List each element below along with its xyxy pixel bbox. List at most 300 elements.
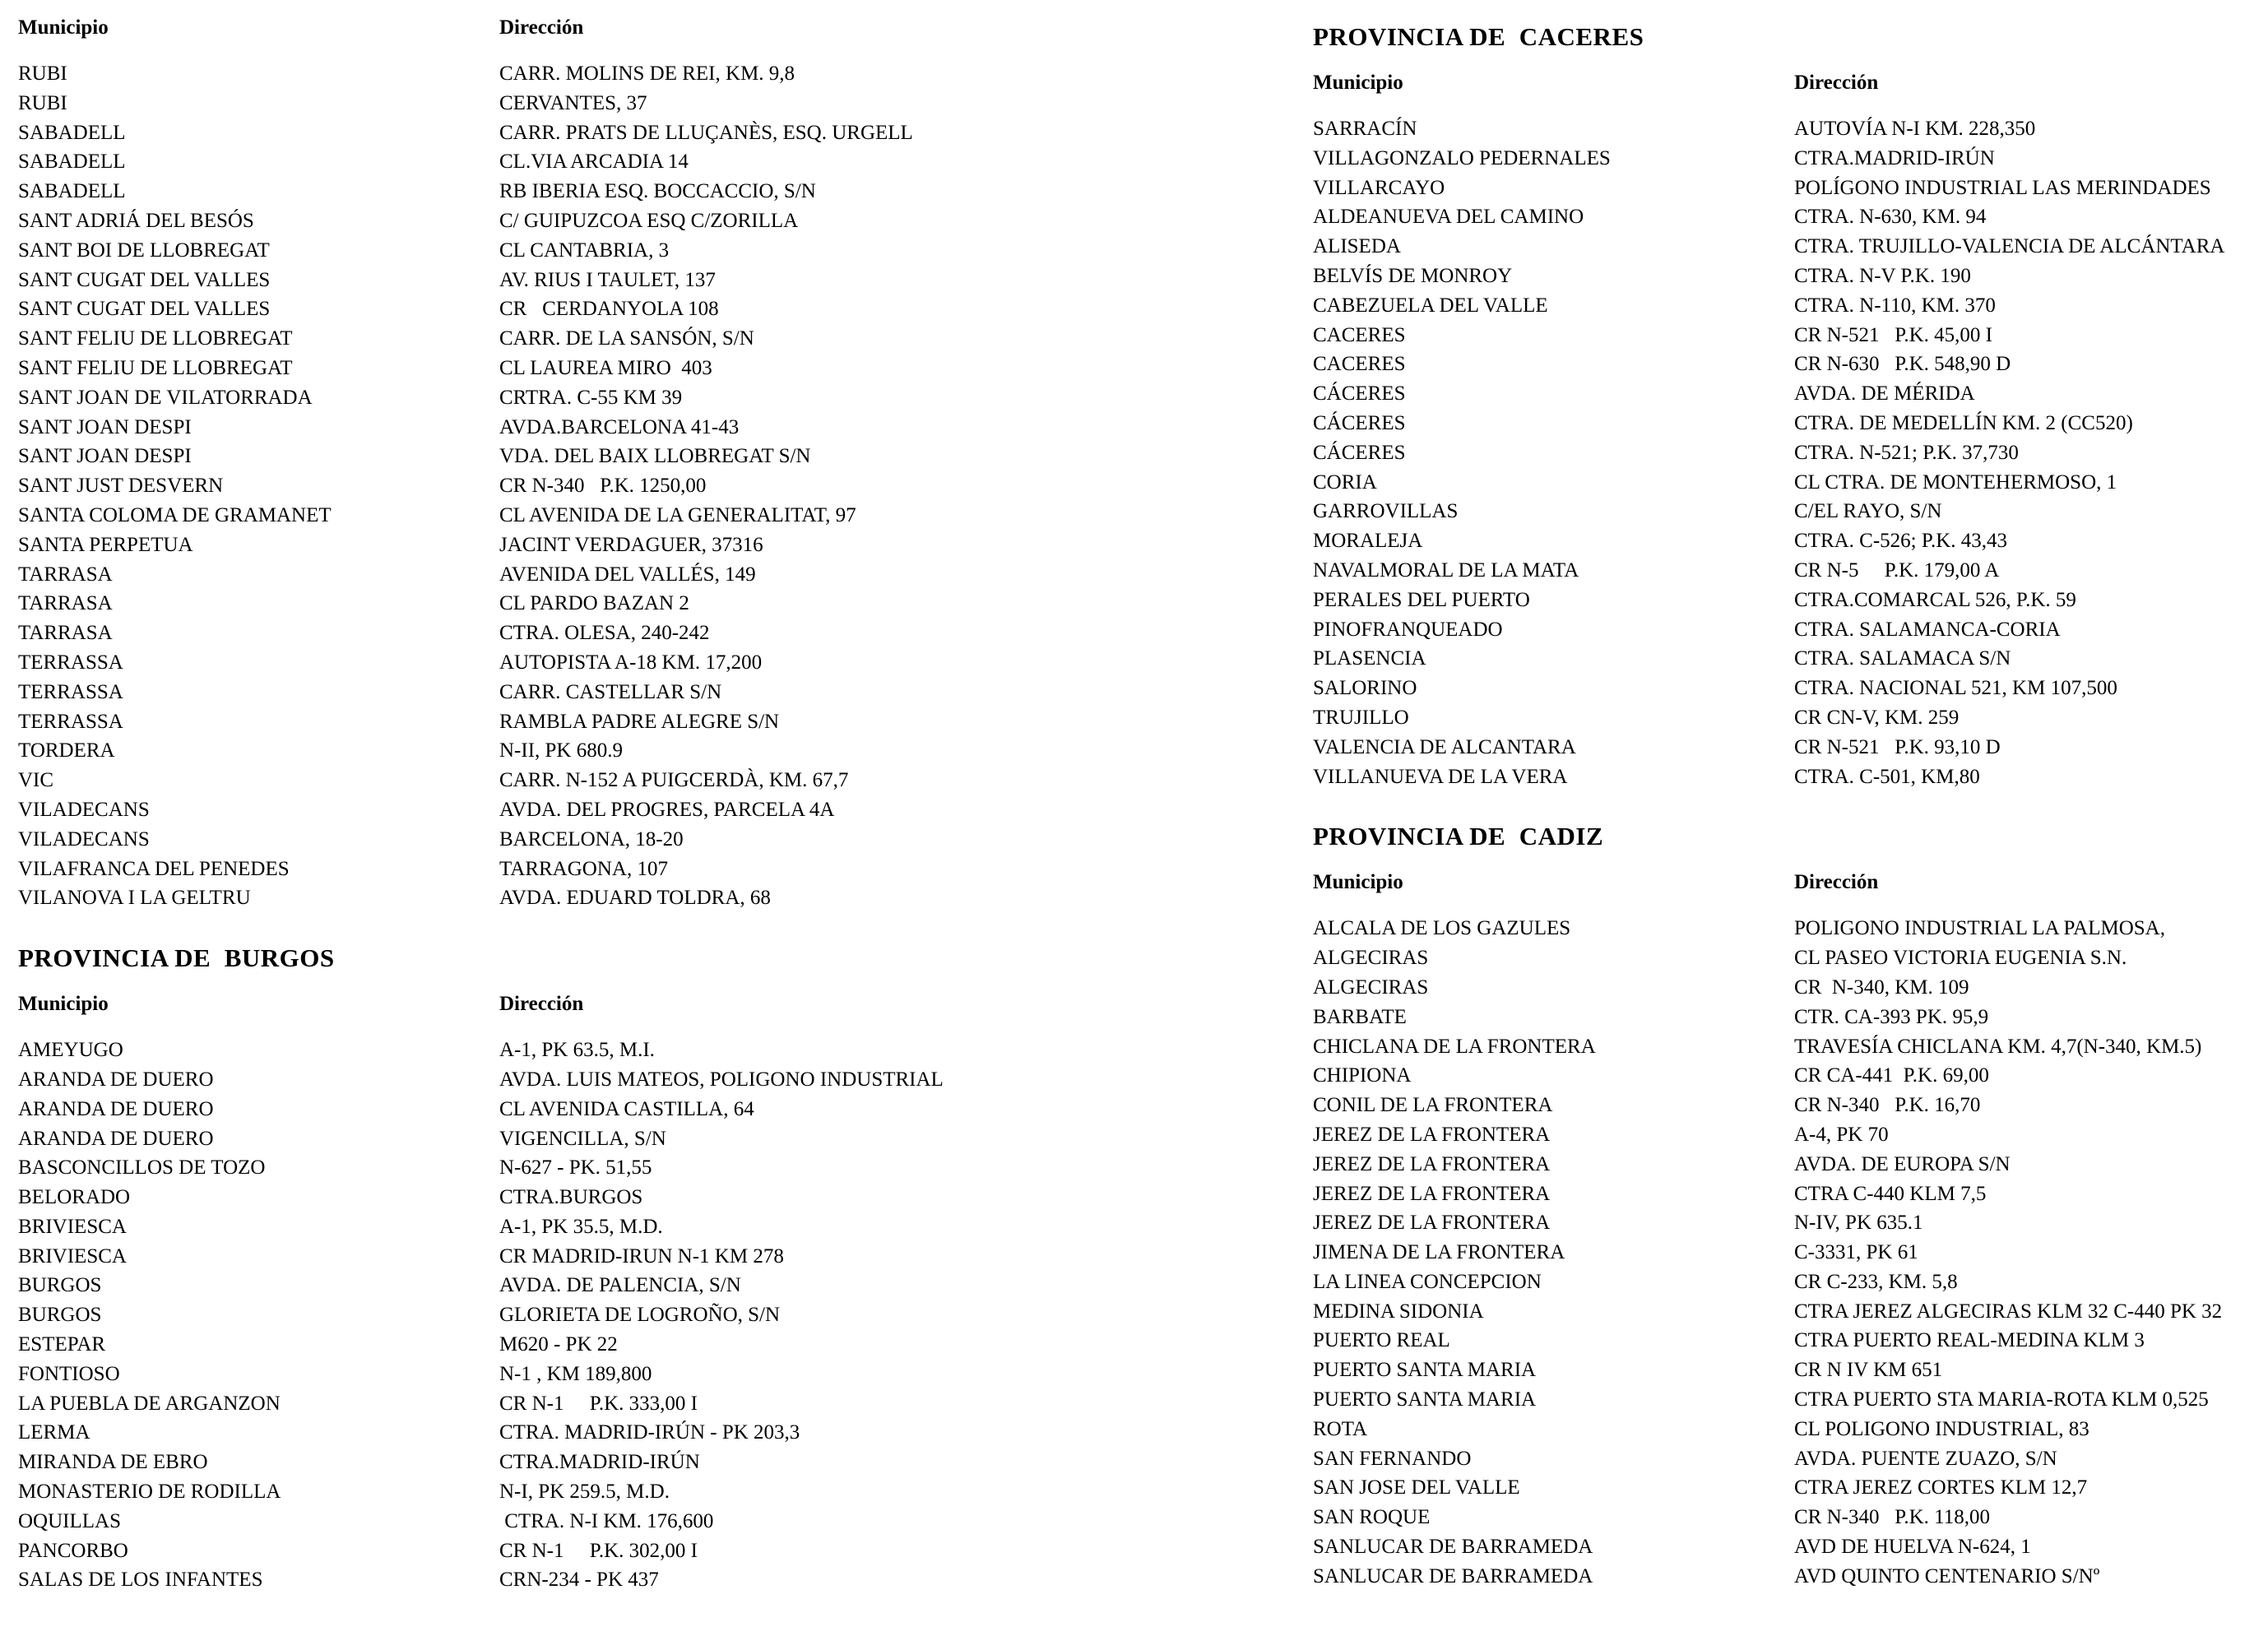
municipio-cell: VILADECANS xyxy=(18,827,150,850)
direccion-cell: CTRA.COMARCAL 526, P.K. 59 xyxy=(1794,588,2076,611)
municipio-cell: MEDINA SIDONIA xyxy=(1313,1300,1484,1323)
municipio-cell: ALGECIRAS xyxy=(1313,947,1429,970)
table-row xyxy=(18,1536,1203,1566)
table-row xyxy=(1313,1268,2259,1297)
municipio-cell: VILANOVA I LA GELTRU xyxy=(18,887,251,910)
municipio-cell: JEREZ DE LA FRONTERA xyxy=(1313,1152,1551,1175)
table-row xyxy=(18,1036,1203,1065)
direccion-cell: CR N-5 P.K. 179,00 A xyxy=(1794,558,2000,582)
section-title-cadiz: PROVINCIA DE CADIZ xyxy=(1313,822,1604,851)
table-header xyxy=(18,13,1203,43)
table-row xyxy=(18,1565,1203,1595)
direccion-cell: A-1, PK 63.5, M.I. xyxy=(499,1039,655,1062)
municipio-cell: SANTA PERPETUA xyxy=(18,533,193,556)
table-row xyxy=(18,1477,1203,1507)
table-row xyxy=(1313,1061,2259,1091)
table-row xyxy=(18,1507,1203,1536)
direccion-cell: AVD QUINTO CENTENARIO S/Nº xyxy=(1794,1564,2100,1587)
table-row xyxy=(1313,232,2259,262)
direccion-cell: N-627 - PK. 51,55 xyxy=(499,1156,652,1179)
municipio-cell: MONASTERIO DE RODILLA xyxy=(18,1481,281,1504)
municipio-cell: SANT BOI DE LLOBREGAT xyxy=(18,239,270,262)
table-row xyxy=(1313,497,2259,526)
rows-burgos xyxy=(18,1036,1203,1595)
table-row xyxy=(1313,1532,2259,1562)
table-row xyxy=(1313,202,2259,232)
direccion-cell: CTRA. N-630, KM. 94 xyxy=(1794,206,1987,229)
table-row xyxy=(18,883,1203,913)
municipio-cell: VILLAGONZALO PEDERNALES xyxy=(1313,146,1611,169)
table-row xyxy=(1313,1503,2259,1532)
header-municipio: Municipio xyxy=(1313,72,1403,94)
municipio-cell: VIC xyxy=(18,769,54,792)
table-row xyxy=(18,589,1203,619)
municipio-cell: JEREZ DE LA FRONTERA xyxy=(1313,1182,1551,1205)
direccion-cell: CR N-340 P.K. 16,70 xyxy=(1794,1094,1981,1117)
direccion-cell: AV. RIUS I TAULET, 137 xyxy=(499,268,716,291)
table-row xyxy=(18,1183,1203,1212)
direccion-cell: C-3331, PK 61 xyxy=(1794,1241,1918,1264)
table-row xyxy=(18,147,1203,177)
direccion-cell: CTRA. C-501, KM,80 xyxy=(1794,765,1980,788)
section-cadiz xyxy=(1313,822,2259,1591)
direccion-cell: CR C-233, KM. 5,8 xyxy=(1794,1270,1958,1293)
direccion-cell: CL POLIGONO INDUSTRIAL, 83 xyxy=(1794,1417,2089,1440)
direccion-cell: CL CANTABRIA, 3 xyxy=(499,239,670,262)
municipio-cell: VILLARCAYO xyxy=(1313,176,1445,199)
table-row xyxy=(1313,291,2259,321)
direccion-cell: CTRA.BURGOS xyxy=(499,1186,643,1209)
table-row xyxy=(18,619,1203,648)
table-row xyxy=(18,1095,1203,1124)
direccion-cell: CRTRA. C-55 KM 39 xyxy=(499,386,683,409)
table-row xyxy=(1313,1003,2259,1032)
direccion-cell: CTRA. C-526; P.K. 43,43 xyxy=(1794,530,2008,553)
table-row xyxy=(1313,144,2259,174)
municipio-cell: SAN ROQUE xyxy=(1313,1506,1431,1529)
municipio-cell: CONIL DE LA FRONTERA xyxy=(1313,1094,1553,1117)
municipio-cell: TERRASSA xyxy=(18,710,123,733)
municipio-cell: PLASENCIA xyxy=(1313,647,1426,670)
table-row xyxy=(18,736,1203,766)
direccion-cell: POLÍGONO INDUSTRIAL LAS MERINDADES xyxy=(1794,176,2211,199)
municipio-cell: JIMENA DE LA FRONTERA xyxy=(1313,1241,1565,1264)
direccion-cell: RB IBERIA ESQ. BOCCACCIO, S/N xyxy=(499,180,816,203)
municipio-cell: SANT JOAN DESPI xyxy=(18,445,192,468)
municipio-cell: MIRANDA DE EBRO xyxy=(18,1451,208,1474)
municipio-cell: ALGECIRAS xyxy=(1313,976,1429,999)
municipio-cell: SANT JUST DESVERN xyxy=(18,475,224,498)
direccion-cell: CTRA. N-V P.K. 190 xyxy=(1794,264,1971,287)
table-row xyxy=(1313,1120,2259,1150)
section-continued xyxy=(18,13,1203,913)
direccion-cell: CTRA JEREZ CORTES KLM 12,7 xyxy=(1794,1476,2088,1499)
municipio-cell: BARBATE xyxy=(1313,1005,1407,1028)
section-title-burgos: PROVINCIA DE BURGOS xyxy=(18,943,335,973)
municipio-cell: LA PUEBLA DE ARGANZON xyxy=(18,1392,281,1415)
header-direccion: Dirección xyxy=(1794,871,1879,894)
table-row xyxy=(18,1448,1203,1477)
table-row xyxy=(18,1418,1203,1448)
municipio-cell: BELORADO xyxy=(18,1186,131,1209)
direccion-cell: CRN-234 - PK 437 xyxy=(499,1569,659,1592)
header-municipio: Municipio xyxy=(1313,871,1403,894)
table-row xyxy=(18,795,1203,825)
direccion-cell: CTRA. NACIONAL 521, KM 107,500 xyxy=(1794,677,2117,700)
table-row xyxy=(1313,379,2259,409)
municipio-cell: SAN FERNANDO xyxy=(1313,1447,1472,1470)
table-row xyxy=(18,59,1203,89)
direccion-cell: AVDA. DE EUROPA S/N xyxy=(1794,1152,2011,1175)
table-row xyxy=(18,1065,1203,1095)
direccion-cell: CARR. CASTELLAR S/N xyxy=(499,680,722,703)
direccion-cell: TRAVESÍA CHICLANA KM. 4,7(N-340, KM.5) xyxy=(1794,1035,2202,1058)
table-row xyxy=(18,855,1203,884)
rows-continued xyxy=(18,59,1203,913)
direccion-cell: JACINT VERDAGUER, 37316 xyxy=(499,533,763,556)
table-row xyxy=(18,266,1203,295)
direccion-cell: AVDA. LUIS MATEOS, POLIGONO INDUSTRIAL xyxy=(499,1068,944,1091)
rows-caceres xyxy=(1313,114,2259,791)
municipio-cell: SABADELL xyxy=(18,180,126,203)
table-row xyxy=(18,1212,1203,1242)
direccion-cell: CR N-630 P.K. 548,90 D xyxy=(1794,353,2011,376)
municipio-cell: TRUJILLO xyxy=(1313,706,1409,729)
table-row xyxy=(18,442,1203,471)
municipio-cell: MORALEJA xyxy=(1313,530,1423,553)
municipio-cell: PUERTO SANTA MARIA xyxy=(1313,1388,1537,1411)
table-row xyxy=(18,678,1203,707)
table-row xyxy=(18,707,1203,737)
municipio-cell: AMEYUGO xyxy=(18,1039,123,1062)
direccion-cell: CTRA. MADRID-IRÚN - PK 203,3 xyxy=(499,1421,800,1444)
municipio-cell: CÁCERES xyxy=(1313,411,1406,434)
table-row xyxy=(18,531,1203,560)
direccion-cell: N-1 , KM 189,800 xyxy=(499,1362,652,1385)
direccion-cell: CR MADRID-IRUN N-1 KM 278 xyxy=(499,1244,784,1268)
municipio-cell: VILADECANS xyxy=(18,798,150,821)
table-row xyxy=(18,1124,1203,1154)
direccion-cell: CTRA. N-I KM. 176,600 xyxy=(499,1509,714,1532)
municipio-cell: ARANDA DE DUERO xyxy=(18,1068,214,1091)
municipio-cell: BURGOS xyxy=(18,1274,102,1297)
municipio-cell: ARANDA DE DUERO xyxy=(18,1097,214,1120)
municipio-cell: PUERTO REAL xyxy=(1313,1329,1450,1352)
table-row xyxy=(1313,703,2259,733)
municipio-cell: CÁCERES xyxy=(1313,382,1406,406)
table-row xyxy=(1313,1238,2259,1268)
municipio-cell: CACERES xyxy=(1313,323,1406,346)
table-row xyxy=(1313,644,2259,674)
direccion-cell: CR N-1 P.K. 333,00 I xyxy=(499,1392,698,1415)
table-row xyxy=(1313,1356,2259,1385)
municipio-cell: SAN JOSE DEL VALLE xyxy=(1313,1476,1520,1499)
direccion-cell: N-IV, PK 635.1 xyxy=(1794,1212,1923,1235)
municipio-cell: JEREZ DE LA FRONTERA xyxy=(1313,1123,1551,1146)
municipio-cell: SALORINO xyxy=(1313,677,1417,700)
direccion-cell: CTRA.MADRID-IRÚN xyxy=(1794,146,1995,169)
direccion-cell: CR N-521 P.K. 45,00 I xyxy=(1794,323,1992,346)
direccion-cell: CTRA C-440 KLM 7,5 xyxy=(1794,1182,1987,1205)
right-column xyxy=(1313,0,2259,1592)
section-caceres xyxy=(1313,22,2259,791)
municipio-cell: SANT JOAN DESPI xyxy=(18,415,192,438)
header-municipio: Municipio xyxy=(18,16,109,39)
table-row xyxy=(1313,1415,2259,1444)
direccion-cell: CR N-521 P.K. 93,10 D xyxy=(1794,735,2001,758)
table-row xyxy=(1313,914,2259,943)
table-row xyxy=(18,1360,1203,1389)
municipio-cell: LA LINEA CONCEPCION xyxy=(1313,1270,1542,1293)
table-row xyxy=(1313,321,2259,350)
municipio-cell: SABADELL xyxy=(18,151,126,174)
header-municipio: Municipio xyxy=(18,993,109,1016)
municipio-cell: SANT CUGAT DEL VALLES xyxy=(18,268,271,291)
municipio-cell: RUBI xyxy=(18,91,67,114)
direccion-cell: CL.VIA ARCADIA 14 xyxy=(499,151,689,174)
left-column xyxy=(18,0,1203,1595)
table-row xyxy=(1313,973,2259,1003)
direccion-cell: A-4, PK 70 xyxy=(1794,1123,1889,1146)
table-row xyxy=(18,413,1203,443)
direccion-cell: CTR. CA-393 PK. 95,9 xyxy=(1794,1005,1989,1028)
municipio-cell: CHIPIONA xyxy=(1313,1064,1412,1087)
table-row xyxy=(1313,1179,2259,1209)
table-header xyxy=(18,989,1203,1019)
table-row xyxy=(1313,943,2259,973)
direccion-cell: GLORIETA DE LOGROÑO, S/N xyxy=(499,1304,781,1327)
direccion-cell: CL LAUREA MIRO 403 xyxy=(499,356,712,379)
table-row xyxy=(1313,556,2259,586)
rows-cadiz xyxy=(1313,914,2259,1591)
municipio-cell: SANLUCAR DE BARRAMEDA xyxy=(1313,1564,1593,1587)
table-header xyxy=(1313,868,2259,897)
municipio-cell: TERRASSA xyxy=(18,651,123,674)
direccion-cell: CARR. PRATS DE LLUÇANÈS, ESQ. URGELL xyxy=(499,121,913,144)
direccion-cell: CL CTRA. DE MONTEHERMOSO, 1 xyxy=(1794,470,2117,494)
direccion-cell: VIGENCILLA, S/N xyxy=(499,1127,666,1150)
table-row xyxy=(18,177,1203,206)
table-row xyxy=(1313,114,2259,144)
direccion-cell: CR CERDANYOLA 108 xyxy=(499,298,719,321)
direccion-cell: CARR. N-152 A PUIGCERDÀ, KM. 67,7 xyxy=(499,769,849,792)
table-row xyxy=(18,354,1203,383)
table-row xyxy=(18,1389,1203,1419)
direccion-cell: M620 - PK 22 xyxy=(499,1333,618,1356)
direccion-cell: N-I, PK 259.5, M.D. xyxy=(499,1481,670,1504)
municipio-cell: PINOFRANQUEADO xyxy=(1313,618,1503,641)
municipio-cell: ALDEANUEVA DEL CAMINO xyxy=(1313,206,1584,229)
direccion-cell: AVD DE HUELVA N-624, 1 xyxy=(1794,1536,2031,1559)
header-direccion: Dirección xyxy=(499,993,584,1016)
municipio-cell: PERALES DEL PUERTO xyxy=(1313,588,1530,611)
table-row xyxy=(1313,438,2259,468)
table-row xyxy=(18,236,1203,266)
direccion-cell: AVDA. EDUARD TOLDRA, 68 xyxy=(499,887,771,910)
municipio-cell: CÁCERES xyxy=(1313,441,1406,464)
municipio-cell: RUBI xyxy=(18,63,67,85)
municipio-cell: BASCONCILLOS DE TOZO xyxy=(18,1156,266,1179)
table-row xyxy=(18,825,1203,855)
municipio-cell: ALCALA DE LOS GAZULES xyxy=(1313,917,1571,940)
municipio-cell: BELVÍS DE MONROY xyxy=(1313,264,1513,287)
direccion-cell: CTRA PUERTO STA MARIA-ROTA KLM 0,525 xyxy=(1794,1388,2209,1411)
municipio-cell: NAVALMORAL DE LA MATA xyxy=(1313,558,1579,582)
municipio-cell: BRIVIESCA xyxy=(18,1215,127,1238)
table-row xyxy=(1313,674,2259,703)
table-row xyxy=(1313,1562,2259,1592)
direccion-cell: CR N-340 P.K. 118,00 xyxy=(1794,1506,1990,1529)
direccion-cell: AUTOVÍA N-I KM. 228,350 xyxy=(1794,118,2036,140)
municipio-cell: LERMA xyxy=(18,1421,90,1444)
municipio-cell: TARRASA xyxy=(18,592,113,615)
municipio-cell: SALAS DE LOS INFANTES xyxy=(18,1569,263,1592)
table-row xyxy=(1313,1444,2259,1474)
table-row xyxy=(1313,526,2259,556)
table-row xyxy=(18,118,1203,148)
table-row xyxy=(18,206,1203,236)
table-row xyxy=(18,648,1203,678)
direccion-cell: CTRA JEREZ ALGECIRAS KLM 32 C-440 PK 32 xyxy=(1794,1300,2223,1323)
table-row xyxy=(1313,733,2259,762)
municipio-cell: VILAFRANCA DEL PENEDES xyxy=(18,857,290,880)
municipio-cell: CABEZUELA DEL VALLE xyxy=(1313,294,1548,317)
table-row xyxy=(1313,1326,2259,1356)
table-row xyxy=(1313,262,2259,291)
direccion-cell: AVDA. DE MÉRIDA xyxy=(1794,382,1975,406)
direccion-cell: CR N-340, KM. 109 xyxy=(1794,976,1969,999)
direccion-cell: CERVANTES, 37 xyxy=(499,91,647,114)
table-row xyxy=(1313,615,2259,645)
direccion-cell: TARRAGONA, 107 xyxy=(499,857,668,880)
direccion-cell: CTRA. OLESA, 240-242 xyxy=(499,622,710,645)
municipio-cell: SANT FELIU DE LLOBREGAT xyxy=(18,356,293,379)
direccion-cell: CARR. MOLINS DE REI, KM. 9,8 xyxy=(499,63,795,85)
direccion-cell: CR CA-441 P.K. 69,00 xyxy=(1794,1064,1989,1087)
municipio-cell: CHICLANA DE LA FRONTERA xyxy=(1313,1035,1596,1058)
municipio-cell: ARANDA DE DUERO xyxy=(18,1127,214,1150)
table-row xyxy=(18,294,1203,324)
municipio-cell: SANTA COLOMA DE GRAMANET xyxy=(18,503,332,526)
direccion-cell: AVDA. DE PALENCIA, S/N xyxy=(499,1274,741,1297)
table-row xyxy=(1313,350,2259,379)
section-title-caceres: PROVINCIA DE CACERES xyxy=(1313,22,1644,51)
municipio-cell: CACERES xyxy=(1313,353,1406,376)
direccion-cell: CL PARDO BAZAN 2 xyxy=(499,592,689,615)
municipio-cell: TARRASA xyxy=(18,563,113,586)
direccion-cell: CTRA PUERTO REAL-MEDINA KLM 3 xyxy=(1794,1329,2145,1352)
municipio-cell: GARROVILLAS xyxy=(1313,500,1459,523)
municipio-cell: SANT JOAN DE VILATORRADA xyxy=(18,386,313,409)
table-row xyxy=(18,766,1203,795)
direccion-cell: AVDA.BARCELONA 41-43 xyxy=(499,415,740,438)
direccion-cell: CTRA. TRUJILLO-VALENCIA DE ALCÁNTARA xyxy=(1794,235,2225,258)
direccion-cell: CARR. DE LA SANSÓN, S/N xyxy=(499,327,754,350)
municipio-cell: SABADELL xyxy=(18,121,126,144)
municipio-cell: BURGOS xyxy=(18,1304,102,1327)
direccion-cell: RAMBLA PADRE ALEGRE S/N xyxy=(499,710,780,733)
direccion-cell: N-II, PK 680.9 xyxy=(499,739,623,762)
table-row xyxy=(1313,468,2259,498)
section-burgos xyxy=(18,943,1203,1595)
municipio-cell: CORIA xyxy=(1313,470,1377,494)
municipio-cell: SARRACÍN xyxy=(1313,118,1417,140)
table-row xyxy=(18,1330,1203,1360)
table-row xyxy=(1313,1091,2259,1120)
table-row xyxy=(18,501,1203,531)
direccion-cell: CR N-340 P.K. 1250,00 xyxy=(499,475,707,498)
direccion-cell: CR N-1 P.K. 302,00 I xyxy=(499,1539,698,1562)
direccion-cell: CTRA. N-110, KM. 370 xyxy=(1794,294,1996,317)
municipio-cell: ROTA xyxy=(1313,1417,1368,1440)
direccion-cell: CL PASEO VICTORIA EUGENIA S.N. xyxy=(1794,947,2127,970)
direccion-cell: CTRA.MADRID-IRÚN xyxy=(499,1451,700,1474)
municipio-cell: BRIVIESCA xyxy=(18,1244,127,1268)
table-row xyxy=(1313,586,2259,615)
direccion-cell: CTRA. SALAMACA S/N xyxy=(1794,647,2011,670)
direccion-cell: AVENIDA DEL VALLÉS, 149 xyxy=(499,563,756,586)
municipio-cell: SANLUCAR DE BARRAMEDA xyxy=(1313,1536,1593,1559)
table-row xyxy=(18,560,1203,590)
municipio-cell: TARRASA xyxy=(18,622,113,645)
table-header xyxy=(1313,68,2259,98)
direccion-cell: CTRA. SALAMANCA-CORIA xyxy=(1794,618,2061,641)
table-row xyxy=(18,1242,1203,1272)
table-row xyxy=(18,89,1203,118)
table-row xyxy=(1313,1208,2259,1238)
header-direccion: Dirección xyxy=(499,16,584,39)
table-row xyxy=(1313,762,2259,792)
municipio-cell: ESTEPAR xyxy=(18,1333,106,1356)
municipio-cell: FONTIOSO xyxy=(18,1362,120,1385)
table-row xyxy=(1313,174,2259,203)
table-row xyxy=(18,471,1203,501)
direccion-cell: AVDA. PUENTE ZUAZO, S/N xyxy=(1794,1447,2057,1470)
table-row xyxy=(18,1271,1203,1300)
municipio-cell: SANT FELIU DE LLOBREGAT xyxy=(18,327,293,350)
table-row xyxy=(1313,1297,2259,1327)
table-row xyxy=(1313,1473,2259,1503)
direccion-cell: POLIGONO INDUSTRIAL LA PALMOSA, xyxy=(1794,917,2165,940)
direccion-cell: CR CN-V, KM. 259 xyxy=(1794,706,1960,729)
municipio-cell: VILLANUEVA DE LA VERA xyxy=(1313,765,1568,788)
municipio-cell: JEREZ DE LA FRONTERA xyxy=(1313,1212,1551,1235)
table-row xyxy=(1313,1385,2259,1415)
municipio-cell: PUERTO SANTA MARIA xyxy=(1313,1359,1537,1382)
direccion-cell: CTRA. N-521; P.K. 37,730 xyxy=(1794,441,2019,464)
direccion-cell: CL AVENIDA DE LA GENERALITAT, 97 xyxy=(499,503,856,526)
direccion-cell: AUTOPISTA A-18 KM. 17,200 xyxy=(499,651,763,674)
table-row xyxy=(1313,409,2259,438)
municipio-cell: SANT ADRIÁ DEL BESÓS xyxy=(18,209,254,232)
direccion-cell: CTRA. DE MEDELLÍN KM. 2 (CC520) xyxy=(1794,411,2133,434)
table-row xyxy=(18,1300,1203,1330)
direccion-cell: BARCELONA, 18-20 xyxy=(499,827,684,850)
municipio-cell: VALENCIA DE ALCANTARA xyxy=(1313,735,1576,758)
table-row xyxy=(18,324,1203,354)
table-row xyxy=(18,1153,1203,1183)
municipio-cell: TORDERA xyxy=(18,739,115,762)
table-row xyxy=(1313,1032,2259,1062)
direccion-cell: CR N IV KM 651 xyxy=(1794,1359,1943,1382)
direccion-cell: CL AVENIDA CASTILLA, 64 xyxy=(499,1097,754,1120)
direccion-cell: VDA. DEL BAIX LLOBREGAT S/N xyxy=(499,445,811,468)
municipio-cell: PANCORBO xyxy=(18,1539,128,1562)
municipio-cell: ALISEDA xyxy=(1313,235,1401,258)
table-row xyxy=(18,383,1203,413)
header-direccion: Dirección xyxy=(1794,72,1879,94)
direccion-cell: AVDA. DEL PROGRES, PARCELA 4A xyxy=(499,798,835,821)
